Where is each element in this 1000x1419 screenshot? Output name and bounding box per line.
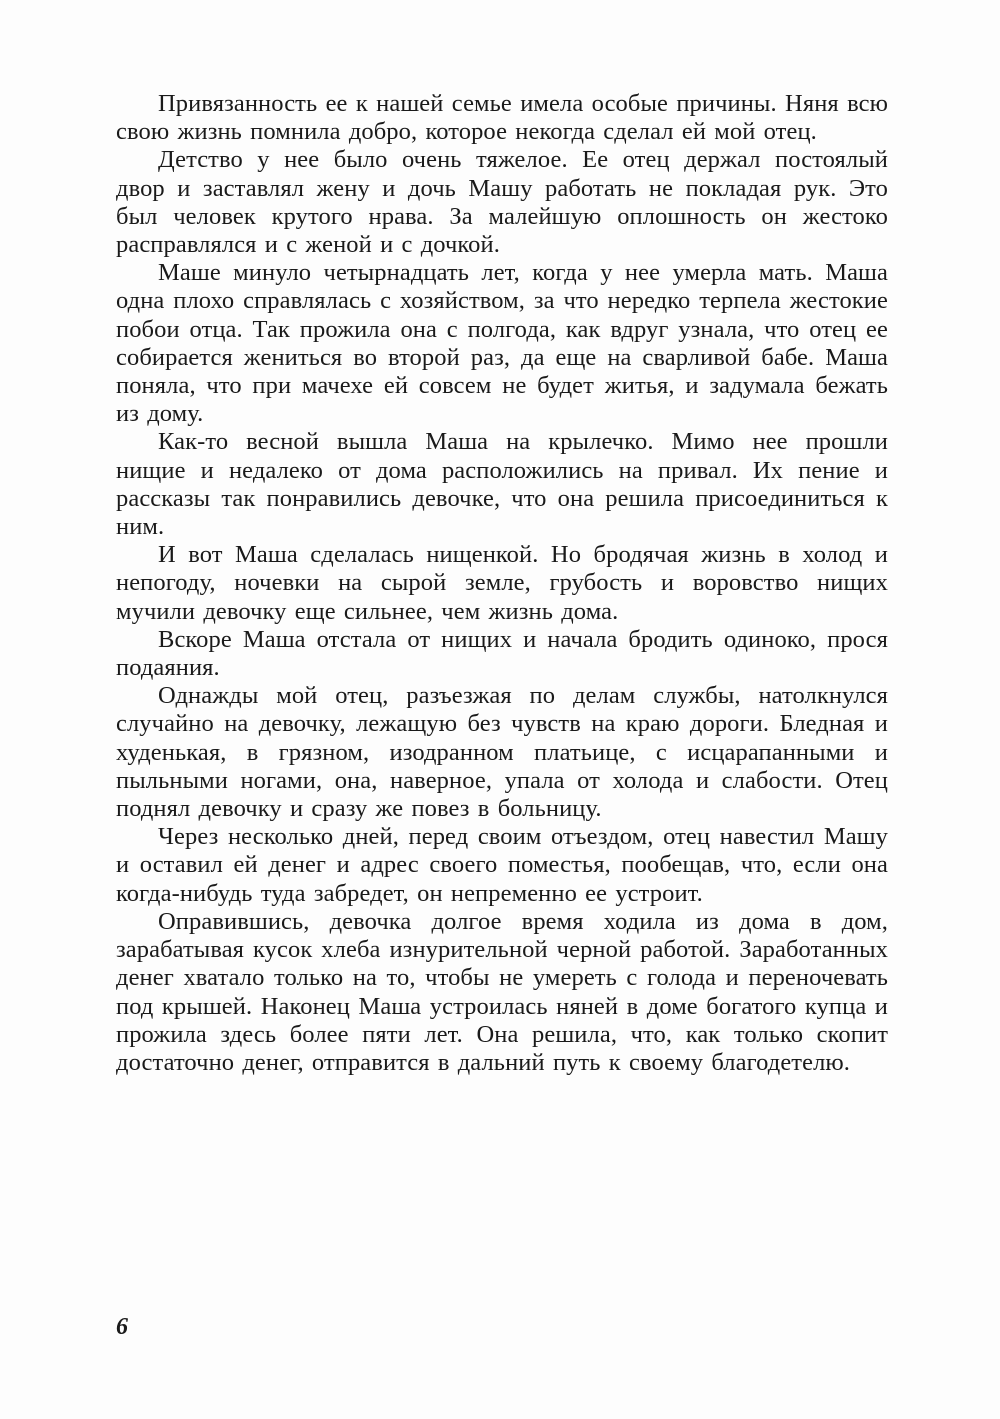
paragraph-9: Оправившись, девочка долгое время ходила из дома в дом, зарабатывая кусок хлеба изнурительной черной работой. Заработанных денег хватало только на то, чтобы не умереть с голода и переночевать под крышей. Наконец Маша устроилась няней в доме богатого купца и прожила здесь более пяти лет. Она решила, что, как только скопит достаточно денег, отправится в дальний путь к своему благодетелю. [116,907,888,1076]
paragraph-8: Через несколько дней, перед своим отъездом, отец навестил Машу и оставил ей денег и адрес своего поместья, пообещав, что, если она когда-нибудь туда забредет, он непременно ее устроит. [116,823,888,907]
paragraph-3: Маше минуло четырнадцать лет, когда у нее умерла мать. Маша одна плохо справлялась с хозяйством, за что нередко терпела жестокие побои отца. Так прожила она с полгода, как вдруг узнала, что отец ее собирается жениться во второй раз, да еще на сварливой бабе. Маша поняла, что при мачехе ей совсем не будет житья, и задумала бежать из дому. [116,259,888,428]
paragraph-6: Вскоре Маша отстала от нищих и начала бродить одиноко, прося подаяния. [116,625,888,682]
paragraph-1: Привязанность ее к нашей семье имела особые причины. Няня всю свою жизнь помнила добро, которое некогда сделал ей мой отец. [116,90,888,146]
paragraph-7: Однажды мой отец, разъезжая по делам службы, натолкнулся случайно на девочку, лежащую без чувств на краю дороги. Бледная и худенькая, в грязном, изодранном платьице, с исцарапанными и пыльными ногами, она, наверное, упала от холода и слабости. Отец поднял девочку и сразу же повез в больницу. [116,682,888,823]
paragraph-5: И вот Маша сделалась нищенкой. Но бродячая жизнь в холод и непогоду, ночевки на сырой земле, грубость и воровство нищих мучили девочку еще сильнее, чем жизнь дома. [116,541,888,625]
body-text [116,90,888,1077]
paragraph-4: Как-то весной вышла Маша на крылечко. Мимо нее прошли нищие и недалеко от дома расположились на привал. Их пение и рассказы так понравились девочке, что она решила присоединиться к ним. [116,428,888,541]
paragraph-2: Детство у нее было очень тяжелое. Ее отец держал постоялый двор и заставлял жену и дочь Машу работать не покладая рук. Это был человек крутого нрава. За малейшую оплошность он жестоко расправлялся и с женой и с дочкой. [116,146,888,259]
page-number: 6 [116,1314,128,1340]
